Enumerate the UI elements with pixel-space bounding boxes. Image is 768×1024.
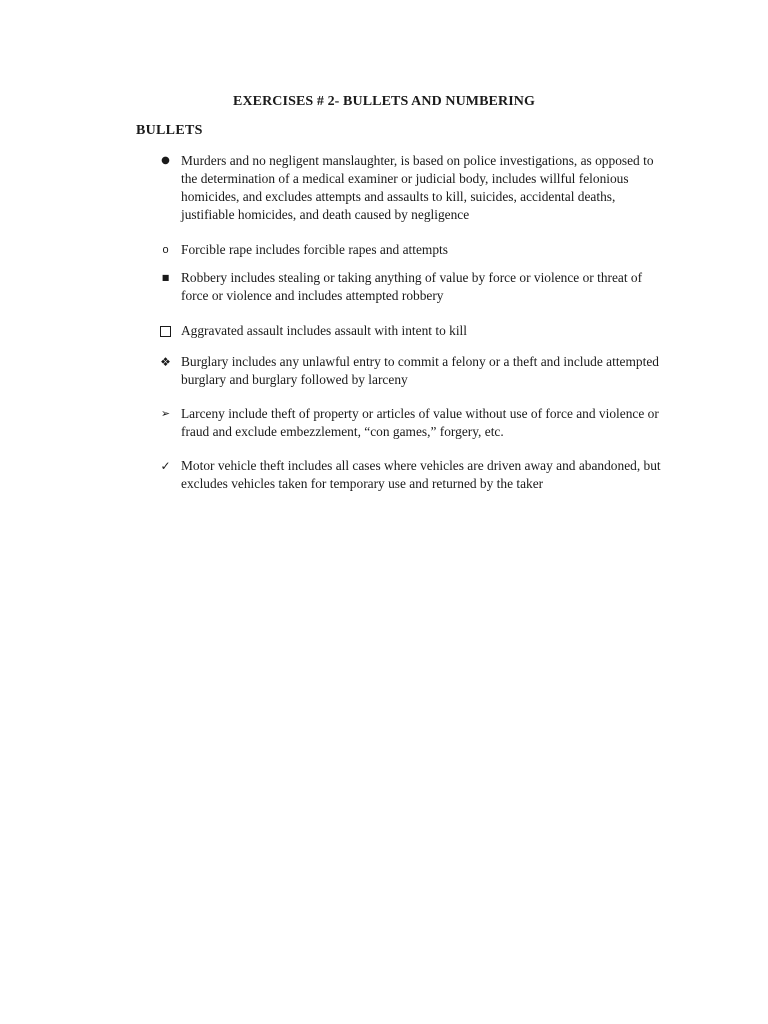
bullet-text: Aggravated assault includes assault with intent to kill (181, 323, 467, 338)
bullet-text: Murders and no negligent manslaughter, is based on police investigations, as opposed to the determination of a medical examiner or judicial body, includes willful felonious homicides, and excludes attempts and assaults to kill, suicides, accidental deaths, justifiable homicides, and death caused by negligence (181, 153, 654, 222)
circle-bullet-icon: o (162, 244, 169, 256)
bullet-text: Robbery includes stealing or taking anything of value by force or violence or threat of force or violence and includes attempted robbery (181, 270, 643, 303)
square-bullet-icon: ■ (161, 273, 170, 282)
arrow-bullet-icon: ➢ (160, 407, 171, 420)
disc-bullet-icon: ● (161, 155, 170, 166)
document-title: EXERCISES # 2- BULLETS AND NUMBERING (233, 94, 535, 109)
bullet-item-larceny (150, 405, 670, 441)
bullet-text: Burglary includes any unlawful entry to commit a felony or a theft and include attempted burglary and burglary followed by larceny (181, 354, 659, 387)
hollow-square-shape (160, 326, 171, 337)
bullet-text: Larceny include theft of property or articles of value without use of force and violence or fraud and exclude embezzlement, “con games,” forgery, etc. (181, 406, 659, 439)
bullet-item-motor-vehicle-theft (150, 457, 670, 493)
bullet-item-murders (150, 152, 670, 224)
bullet-item-burglary (150, 353, 670, 389)
diamond-bullet-icon: ❖ (160, 355, 171, 369)
bullet-item-robbery (150, 269, 670, 305)
checkmark-bullet-icon: ✓ (160, 459, 171, 473)
bullet-list (150, 152, 670, 493)
box-bullet-icon (150, 322, 181, 343)
bullet-item-forcible-rape (150, 241, 670, 259)
section-heading-bullets: BULLETS (136, 123, 203, 138)
bullet-item-aggravated-assault (150, 322, 670, 343)
bullet-text: Motor vehicle theft includes all cases where vehicles are driven away and abandoned, but excludes vehicles taken for temporary use and returned by the taker (181, 458, 661, 491)
bullet-text: Forcible rape includes forcible rapes and attempts (181, 242, 448, 257)
